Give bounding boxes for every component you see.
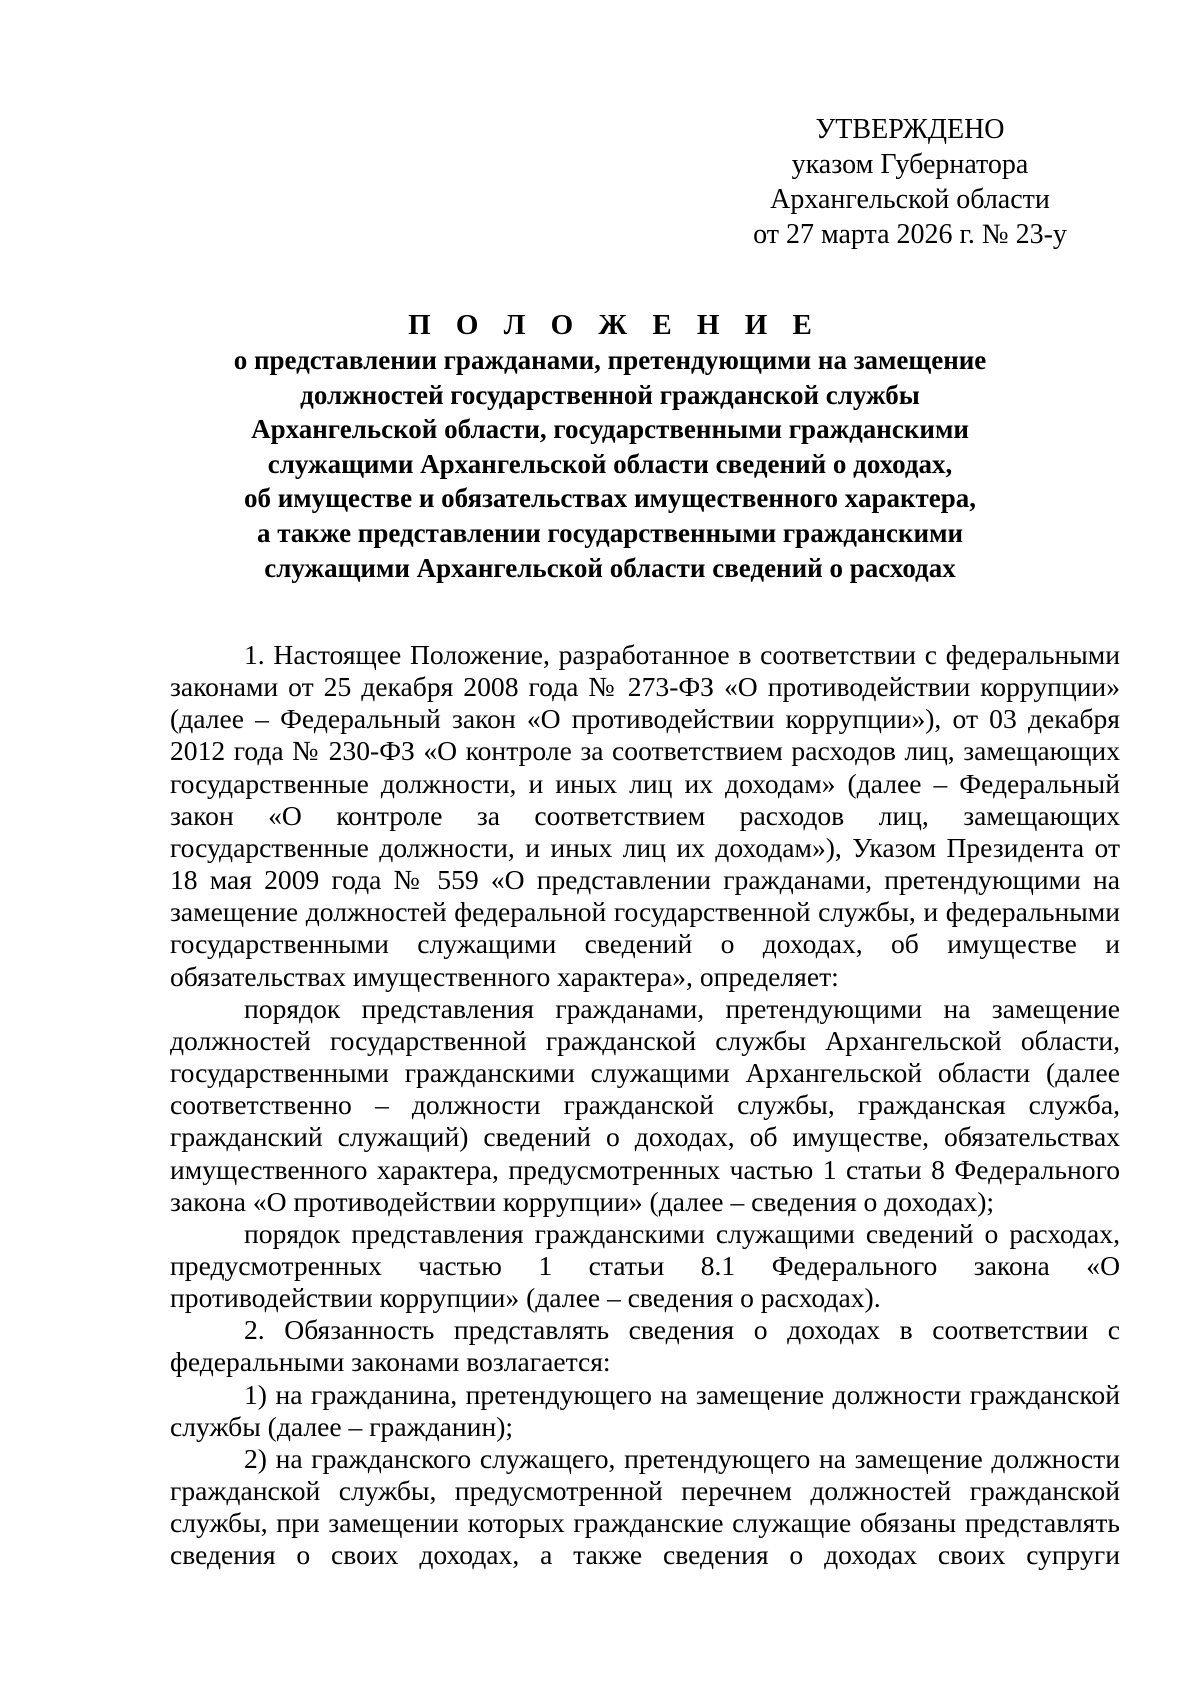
document-title: П О Л О Ж Е Н И Е bbox=[408, 309, 821, 341]
document-subtitle-line: а также представлении государственными гражданскими bbox=[256, 517, 964, 548]
paragraph-2-item-1: 1) на гражданина, претендующего на замещение должности гражданской службы (далее – гражданин); bbox=[170, 1378, 1120, 1442]
paragraph-2: 2. Обязанность представлять сведения о доходах в соответствии с федеральными законами возлагается: bbox=[170, 1314, 1120, 1378]
paragraph-1: 1. Настоящее Положение, разработанное в соответствии с федеральными законами от 25 декабря 2008 года № 273-ФЗ «О противодействии коррупции» (далее – Федеральный закон «О противодействии коррупции»), от 03 декабря 2012 года № 230-ФЗ «О контроле за соответствием расходов лиц, замещающих государственные должности, и иных лиц их доходам» (далее – Федеральный закон «О контроле за соответствием расходов лиц, замещающих государственные должности, и иных лиц их доходам»), Указом Президента от 18 мая 2009 года № 559 «О представлении гражданами, претендующими на замещение должностей федеральной государственной службы, и федеральными государственными служащими сведений о доходах, об имуществе и обязательствах имущественного характера», определяет: bbox=[170, 639, 1120, 992]
approval-region: Архангельской области bbox=[770, 184, 1050, 215]
approval-stamp bbox=[700, 112, 1120, 252]
document-subtitle-line: Архангельской области, государственными гражданскими bbox=[251, 414, 969, 445]
document-subtitle-line: должностей государственной гражданской службы bbox=[300, 379, 920, 410]
document-subtitle-line: об имуществе и обязательствах имущественного характера, bbox=[243, 483, 977, 514]
approval-heading: УТВЕРЖДЕНО bbox=[815, 114, 1005, 145]
approval-date-number: от 27 марта 2026 г. № 23-у bbox=[753, 219, 1067, 250]
document-subtitle-line: служащими Архангельской области сведений о доходах, bbox=[267, 448, 953, 479]
paragraph-2-item-2: 2) на гражданского служащего, претендующего на замещение должности гражданской службы, предусмотренной перечнем должностей гражданской службы, при замещении которых гражданские служащие обязаны представлять сведения о своих доходах, а также сведения о доходах своих супруги bbox=[170, 1442, 1120, 1571]
document-header bbox=[170, 307, 1050, 585]
paragraph-income-procedure: порядок представления гражданами, претендующими на замещение должностей государственной гражданской службы Архангельской области, государственными гражданскими служащими Архангельской области (далее соответственно – должности гражданской службы, гражданская служба, гражданский служащий) сведений о доходах, об имуществе, обязательствах имущественного характера, предусмотренных частью 1 статьи 8 Федерального закона «О противодействии коррупции» (далее – сведения о доходах); bbox=[170, 992, 1120, 1217]
document-body bbox=[170, 639, 1120, 1572]
approval-issuer: указом Губернатора bbox=[791, 149, 1029, 180]
document-subtitle-line: о представлении гражданами, претендующими на замещение bbox=[233, 345, 987, 375]
paragraph-expense-procedure: порядок представления гражданскими служащими сведений о расходах, предусмотренных частью 1 статьи 8.1 Федерального закона «О противодействии коррупции» (далее – сведения о расходах). bbox=[170, 1217, 1120, 1314]
document-subtitle-line: служащими Архангельской области сведений о расходах bbox=[264, 552, 956, 583]
